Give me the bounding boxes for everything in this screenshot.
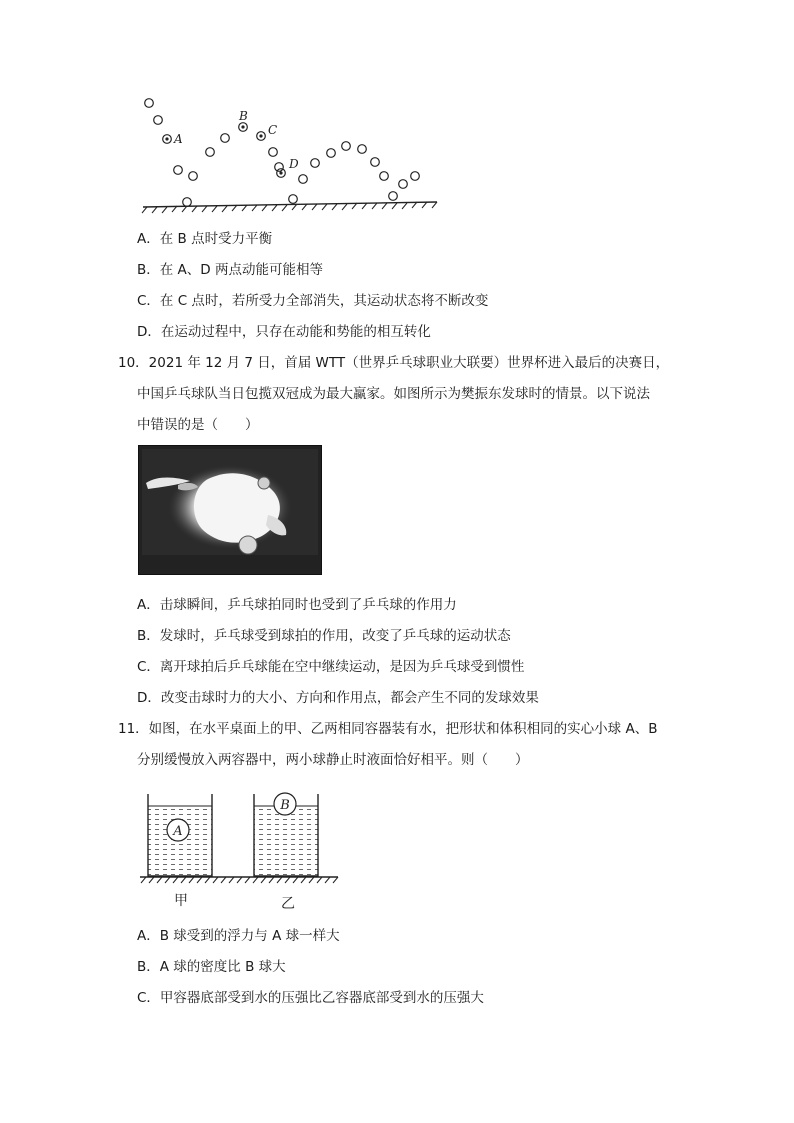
q10-option-d: D．改变击球时力的大小、方向和作用点，都会产生不同的发球效果 (137, 690, 539, 706)
q10-stem-line1: 10．2021 年 12 月 7 日，首届 WTT（世界乒乓球职业大联要）世界杯进入最后的决赛日， (118, 355, 670, 371)
ball-a-label: A (173, 824, 183, 839)
containers-figure (138, 782, 343, 912)
q9-option-b: B．在 A、D 两点动能可能相等 (137, 262, 323, 278)
q11-option-b: B．A 球的密度比 B 球大 (137, 959, 286, 975)
q10-option-b: B．发球时，乒乓球受到球拍的作用，改变了乒乓球的运动状态 (137, 628, 511, 644)
q11-stem-line2: 分别缓慢放入两容器中，两小球静止时液面恰好相平。则（ ） (137, 752, 529, 768)
table-tennis-serve-photo (138, 445, 322, 575)
q11-option-a: A．B 球受到的浮力与 A 球一样大 (137, 928, 340, 944)
q9-option-a: A．在 B 点时受力平衡 (137, 231, 273, 247)
q11-option-c: C．甲容器底部受到水的压强比乙容器底部受到水的压强大 (137, 990, 484, 1006)
label-d: D (289, 157, 299, 171)
label-b: B (239, 109, 248, 123)
container-right-label: 乙 (281, 896, 295, 912)
q10-option-a: A．击球瞬间，乒乓球拍同时也受到了乒乓球的作用力 (137, 597, 457, 613)
container-left-label: 甲 (174, 893, 188, 909)
label-a: A (174, 132, 183, 146)
q9-option-c: C．在 C 点时，若所受力全部消失，其运动状态将不断改变 (137, 293, 489, 309)
q11-stem-line1: 11．如图，在水平桌面上的甲、乙两相同容器装有水，把形状和体积相同的实心小球 A、B (118, 721, 658, 737)
q10-stem-line2: 中国乒乓球队当日包揽双冠成为最大赢家。如图所示为樊振东发球时的情景。以下说法 (137, 386, 650, 402)
bouncing-ball-figure (135, 92, 445, 217)
label-c: C (268, 123, 278, 137)
q9-option-d: D．在运动过程中，只存在动能和势能的相互转化 (137, 324, 431, 340)
q10-stem-line3: 中错误的是（ ） (137, 417, 259, 433)
ball-b-label: B (280, 798, 290, 813)
q10-option-c: C．离开球拍后乒乓球能在空中继续运动，是因为乒乓球受到惯性 (137, 659, 525, 675)
